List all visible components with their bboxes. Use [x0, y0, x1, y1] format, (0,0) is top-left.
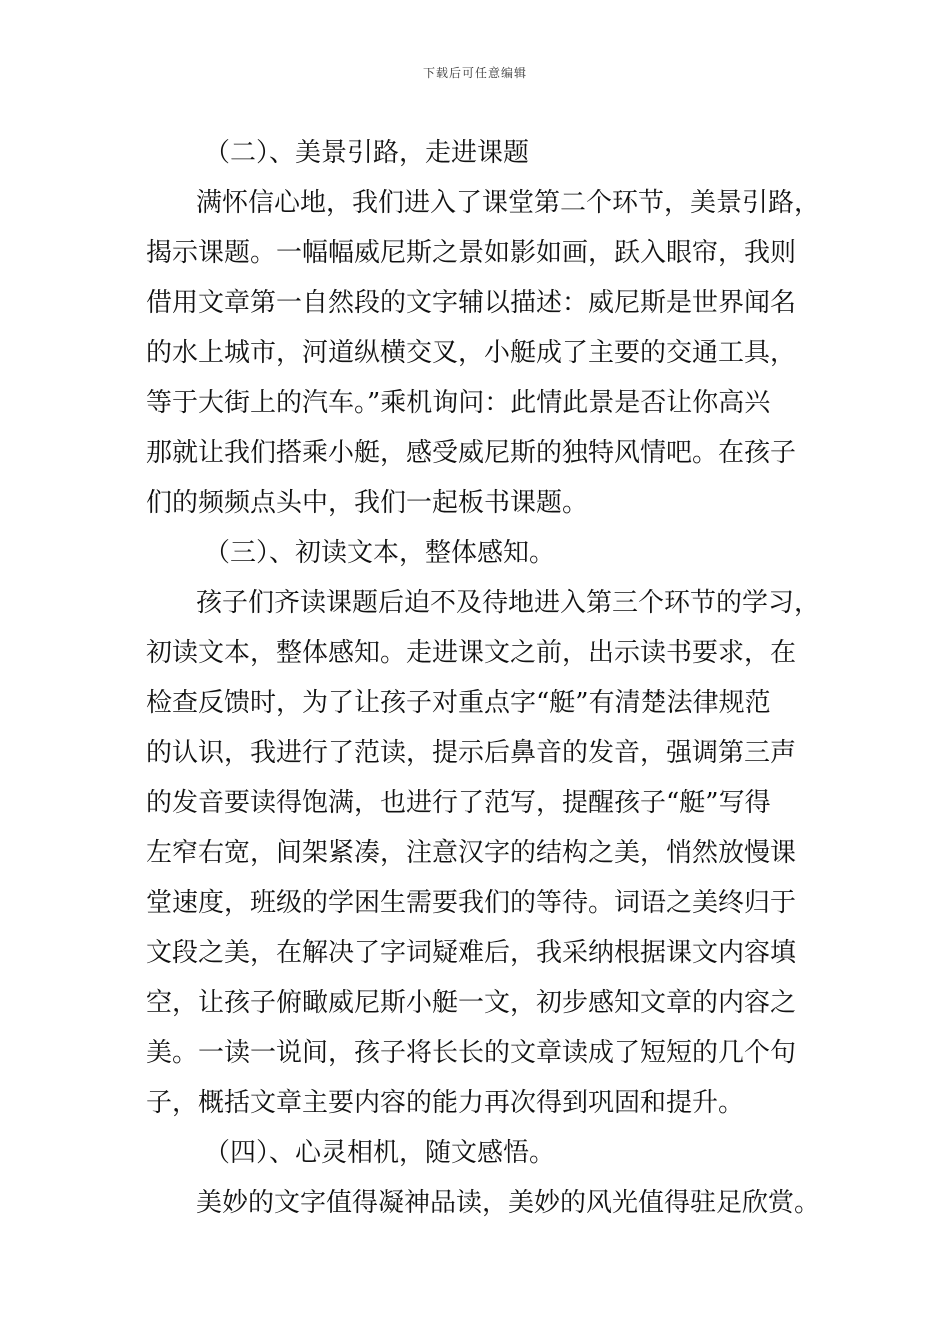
paragraph-line: 孩子们齐读课题后迫不及待地进入第三个环节的学习， — [196, 588, 821, 618]
paragraph-line: 揭示课题。一幅幅威尼斯之景如影如画，跃入眼帘，我则 — [146, 238, 797, 268]
paragraph-line: 文段之美，在解决了字词疑难后，我采纳根据课文内容填 — [146, 938, 797, 968]
paragraph-line: 检查反馈时，为了让孩子对重点字“艇”有清楚法律规范 — [146, 688, 771, 718]
paragraph-line: 的认识，我进行了范读，提示后鼻音的发音，强调第三声 — [146, 738, 797, 768]
paragraph-line: 美妙的文字值得凝神品读，美妙的风光值得驻足欣赏。 — [196, 1188, 821, 1218]
page-header: 下载后可任意编辑 — [422, 66, 527, 80]
paragraph-line: 左窄右宽，间架紧凑，注意汉字的结构之美，悄然放慢课 — [146, 838, 797, 868]
section-heading: （二）、美景引路，走进课题 — [204, 138, 530, 168]
paragraph-line: 的发音要读得饱满，也进行了范写，提醒孩子“艇”写得 — [146, 788, 771, 818]
paragraph-line: 空，让孩子俯瞰威尼斯小艇一文，初步感知文章的内容之 — [146, 988, 797, 1018]
section-heading: （三）、初读文本，整体感知。 — [204, 538, 556, 568]
paragraph-line: 满怀信心地，我们进入了课堂第二个环节，美景引路， — [196, 188, 821, 218]
section-heading: （四）、心灵相机，随文感悟。 — [204, 1138, 556, 1168]
document-body — [146, 128, 836, 1228]
paragraph-line: 等于大街上的汽车。”乘机询问：此情此景是否让你高兴 — [146, 388, 771, 418]
paragraph-line: 借用文章第一自然段的文字辅以描述：威尼斯是世界闻名 — [146, 288, 797, 318]
paragraph-line: 那就让我们搭乘小艇，感受威尼斯的独特风情吧。在孩子 — [146, 438, 797, 468]
paragraph-line: 初读文本，整体感知。走进课文之前，出示读书要求，在 — [146, 638, 797, 668]
paragraph-line: 堂速度，班级的学困生需要我们的等待。词语之美终归于 — [146, 888, 797, 918]
paragraph-line: 美。一读一说间，孩子将长长的文章读成了短短的几个句 — [146, 1038, 797, 1068]
paragraph-line: 们的频频点头中，我们一起板书课题。 — [146, 488, 589, 518]
paragraph-line: 子，概括文章主要内容的能力再次得到巩固和提升。 — [146, 1088, 745, 1118]
paragraph-line: 的水上城市，河道纵横交叉，小艇成了主要的交通工具， — [146, 338, 797, 368]
